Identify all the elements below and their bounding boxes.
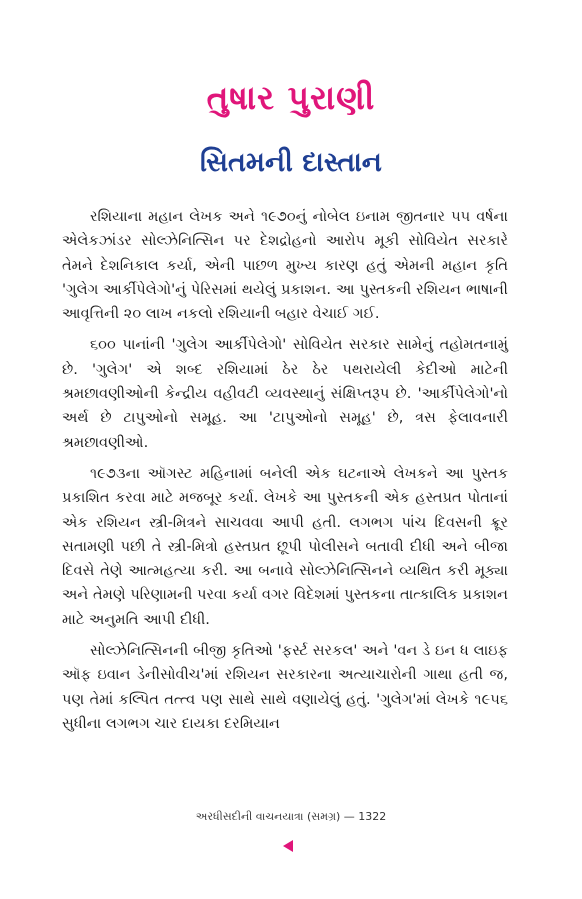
essay-title: સિતમની દાસ્તાન	[200, 147, 382, 178]
paragraph-4: સોલ્ઝેનિત્સિનની બીજી કૃતિઓ 'ફર્સ્ટ સરકલ' અને 'વન ડે ઇન ધ લાઇફ ઑફ ઇવાન ડેનીસોવીચ'માં રશિયન સરકારના અત્યાચારોની ગાથા હતી જ, પણ તેમાં કલ્પિત તત્ત્વ પણ સાથે સાથે વણાયેલું હતું. 'ગુલેગ'માં લેખકે ૧૯૫૬ સુધીના લગભગ ચાર દાયકા દરમિયાન	[62, 642, 508, 732]
page-footer: અરધીસદીની વાચનયાત્રા (સમગ્ર) — 1322	[195, 810, 387, 823]
author-name: તુષાર પુરાણી	[206, 78, 376, 117]
paragraph-2: ૬૦૦ પાનાંની 'ગુલેગ આર્કીપેલેગો' સોવિયેત સરકાર સામેનું તહોમતનામું છે. 'ગુલેગ' એ શબ્દ રશિયામાં ઠેર ઠેર પથરાયેલી કેદીઓ માટેની શ્રમછાવણીઓની કેન્દ્રીય વહીવટી વ્યવસ્થાનું સંક્ષિપ્તરૂપ છે. 'આર્કીપેલેગો'નો અર્થ છે ટાપુઓનો સમૂહ. આ 'ટાપુઓનો સમૂહ' છે, ત્રસ ફેલાવનારી શ્રમછાવણીઓ.	[62, 336, 508, 451]
essay-body	[62, 205, 508, 743]
paragraph-1: રશિયાના મહાન લેખક અને ૧૯૭૦નું નોબેલ ઇનામ જીતનાર ૫૫ વર્ષના એલેકઝાંડર સોલ્ઝેનિત્સિન પર દેશદ્રોહનો આરોપ મૂકી સોવિયેત સરકારે તેમને દેશનિકાલ કર્યા, એની પાછળ મુખ્ય કારણ હતું એમની મહાન કૃતિ 'ગુલેગ આર્કીપેલેગો'નું પેરિસમાં થયેલું પ્રકાશન. આ પુસ્તકની રશિયન ભાષાની આવૃત્તિની ૨૦ લાખ નકલો રશિયાની બહાર વેચાઈ ગઈ.	[62, 208, 508, 323]
paragraph-3: ૧૯૭૩ના ઑગસ્ટ મહિનામાં બનેલી એક ઘટનાએ લેખકને આ પુસ્તક પ્રકાશિત કરવા માટે મજબૂર કર્યા. લેખકે આ પુસ્તકની એક હસ્તપ્રત પોતાનાં એક રશિયન સ્ત્રી-મિત્રને સાચવવા આપી હતી. લગભગ પાંચ દિવસની ક્રૂર સતામણી પછી તે સ્ત્રી-મિત્રો હસ્તપ્રત છૂપી પોલીસને બતાવી દીધી અને બીજા દિવસે તેણે આત્મહત્યા કરી. આ બનાવે સોલ્ઝેનિત્સિનને વ્યથિત કરી મૂક્યા અને તેમણે પરિણામની પરવા કર્યા વગર વિદેશમાં પુસ્તકના તાત્કાલિક પ્રકાશન માટે અનુમતિ આપી દીધી.	[62, 464, 508, 628]
left-triangle-arrow-icon[interactable]	[283, 840, 293, 852]
